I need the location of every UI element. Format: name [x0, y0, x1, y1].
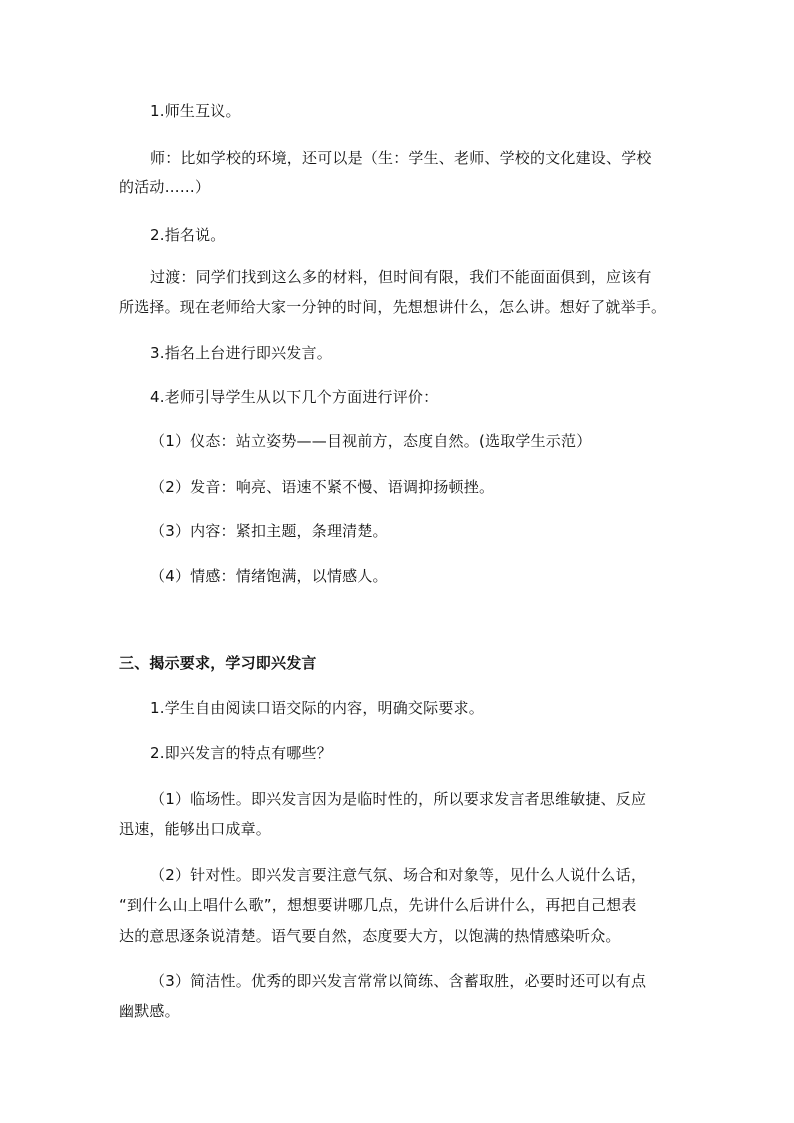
item-3-speech: 3.指名上台进行即兴发言。 — [150, 344, 332, 362]
section-heading-3: 三、揭示要求，学习即兴发言 — [119, 654, 317, 672]
trait-1-line-1: （1）临场性。即兴发言因为是临时性的，所以要求发言者思维敏捷、反应 — [150, 790, 647, 808]
item-2-name-call: 2.指名说。 — [150, 226, 226, 244]
item-4-evaluation: 4.老师引导学生从以下几个方面进行评价： — [150, 388, 439, 406]
evaluation-pronunciation: （2）发音：响亮、语速不紧不慢、语调抑扬顿挫。 — [150, 478, 495, 496]
trait-3-line-1: （3）简洁性。优秀的即兴发言常常以简练、含蓄取胜，必要时还可以有点 — [150, 972, 647, 990]
trait-1-line-2: 迅速，能够出口成章。 — [119, 820, 272, 838]
trait-3-line-2: 幽默感。 — [119, 1002, 180, 1020]
evaluation-content: （3）内容：紧扣主题，条理清楚。 — [150, 522, 388, 540]
trait-2-line-2: “到什么山上唱什么歌”，想想要讲哪几点，先讲什么后讲什么，再把自己想表 — [119, 896, 637, 914]
trait-2-line-3: 达的意思逐条说清楚。语气要自然，态度要大方，以饱满的热情感染听众。 — [119, 927, 621, 945]
item-1-discussion: 1.师生互议。 — [150, 102, 241, 120]
trait-2-line-1: （2）针对性。即兴发言要注意气氛、场合和对象等，见什么人说什么话， — [150, 866, 647, 884]
teacher-remark-line-2: 的活动……） — [119, 178, 211, 196]
transition-line-1: 过渡：同学们找到这么多的材料，但时间有限，我们不能面面俱到，应该有 — [150, 268, 652, 286]
evaluation-emotion: （4）情感：情绪饱满，以情感人。 — [150, 567, 388, 585]
evaluation-posture: （1）仪态：站立姿势——目视前方，态度自然。(选取学生示范） — [150, 432, 592, 450]
section3-item-1: 1.学生自由阅读口语交际的内容，明确交际要求。 — [150, 699, 484, 717]
transition-line-2: 所选择。现在老师给大家一分钟的时间，先想想讲什么，怎么讲。想好了就举手。 — [119, 298, 667, 316]
teacher-remark-line-1: 师：比如学校的环境，还可以是（生：学生、老师、学校的文化建设、学校 — [150, 149, 652, 167]
section3-item-2: 2.即兴发言的特点有哪些？ — [150, 744, 332, 762]
